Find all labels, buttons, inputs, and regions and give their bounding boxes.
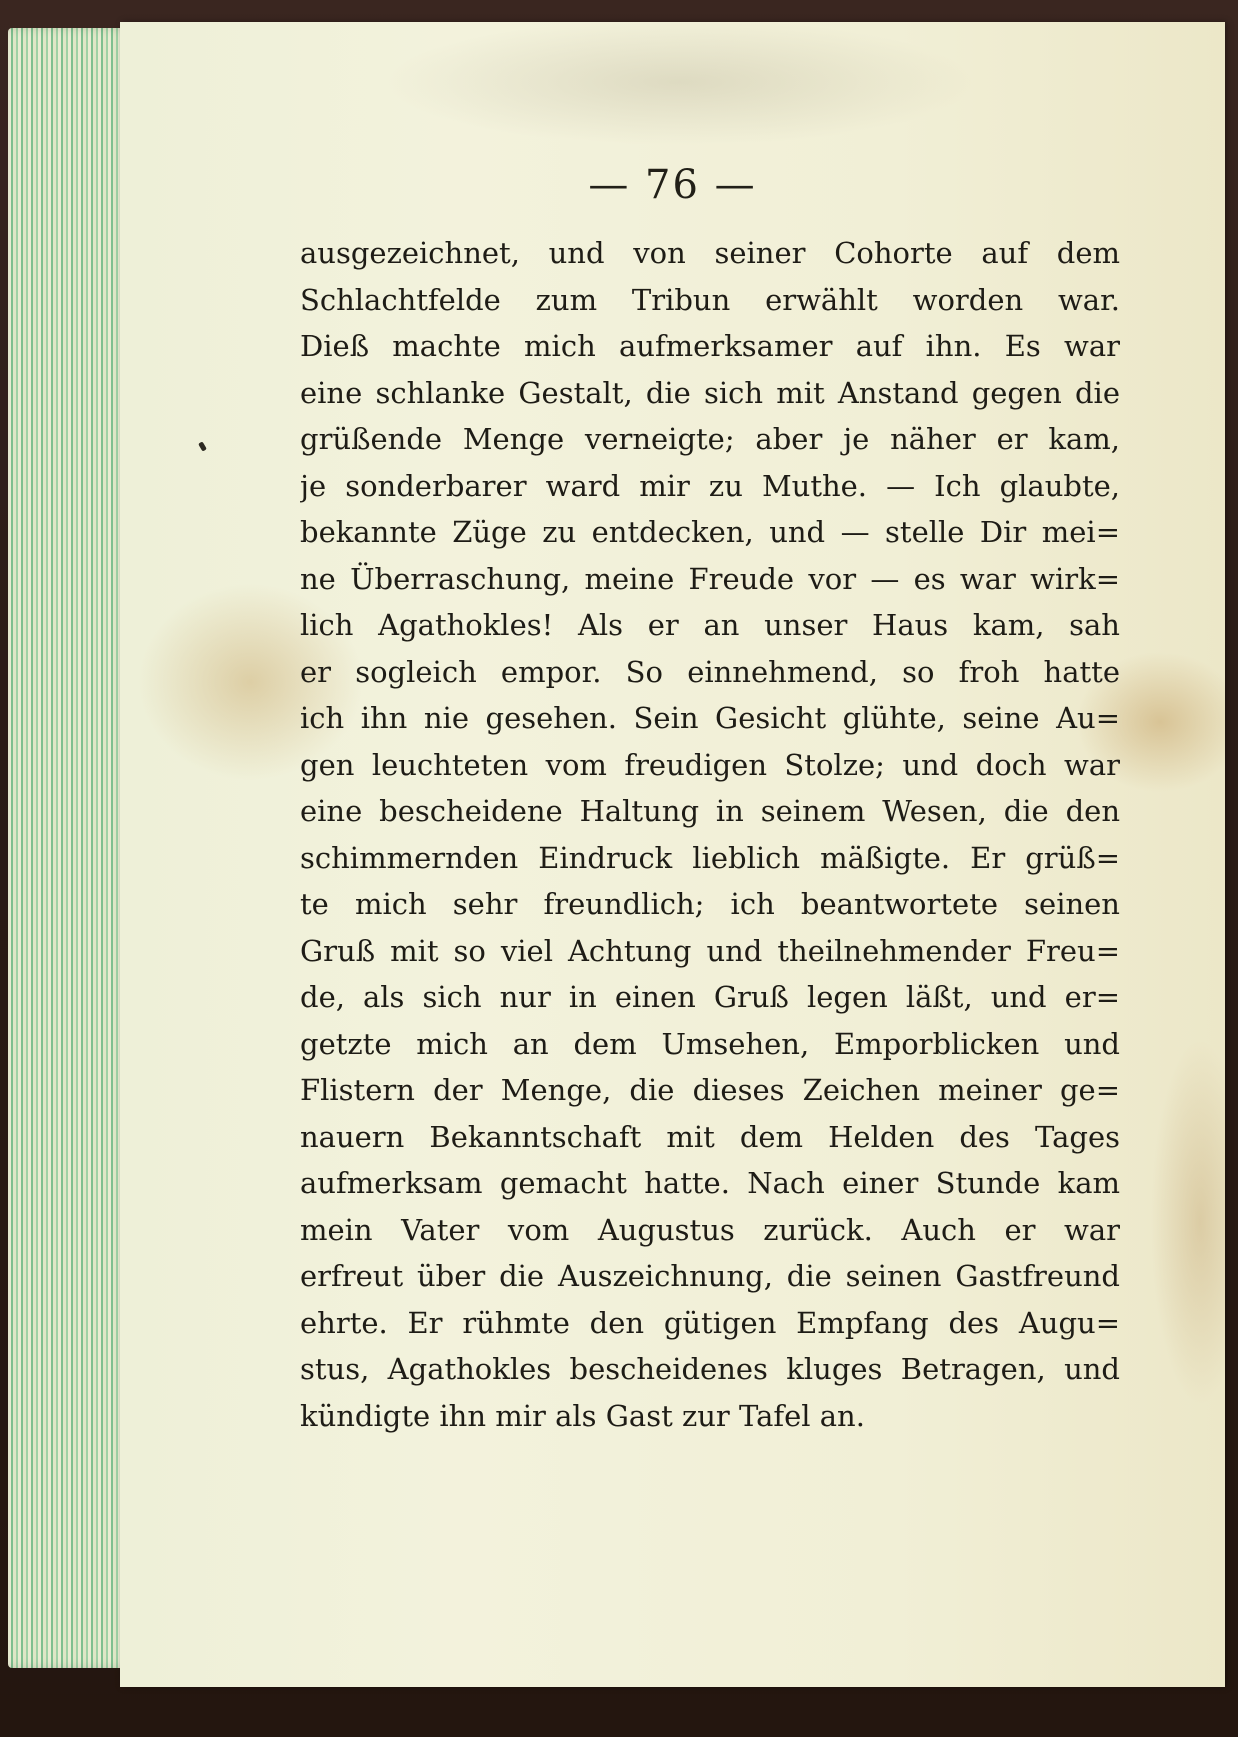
text-line: ne Überraschung, meine Freude vor — es war wirk= — [300, 561, 1120, 596]
text-line: ehrte. Er rühmte den gütigen Empfang des Augu= — [300, 1305, 1120, 1340]
text-line: eine schlanke Gestalt, die sich mit Anstand gegen die — [300, 375, 1120, 410]
text-line: getzte mich an dem Umsehen, Emporblicken und — [300, 1026, 1120, 1061]
text-line: mein Vater vom Augustus zurück. Auch er war — [300, 1212, 1120, 1247]
text-line: lich Agathokles! Als er an unser Haus kam, sah — [300, 608, 1120, 642]
text-line: Gruß mit so viel Achtung und theilnehmender Freu= — [300, 933, 1120, 968]
text-line: eine bescheidene Haltung in seinem Wesen, die den — [300, 794, 1120, 828]
text-line: kündigte ihn mir als Gast zur Tafel an. — [300, 1398, 865, 1433]
book-page — [120, 22, 1225, 1687]
text-line: Dieß machte mich aufmerksamer auf ihn. Es war — [300, 329, 1120, 363]
text-line: ausgezeichnet, und von seiner Cohorte auf dem — [300, 236, 1120, 270]
text-line: gen leuchteten vom freudigen Stolze; und doch war — [300, 747, 1120, 782]
text-line: aufmerksam gemacht hatte. Nach einer Stunde kam — [300, 1166, 1120, 1200]
text-line: je sonderbarer ward mir zu Muthe. — Ich glaubte, — [300, 468, 1120, 503]
page-number: — 76 — — [588, 162, 757, 208]
text-line: stus, Agathokles bescheidenes kluges Betragen, und — [300, 1352, 1120, 1386]
text-line: erfreut über die Auszeichnung, die seinen Gastfreund — [300, 1259, 1120, 1293]
text-line: de, als sich nur in einen Gruß legen läßt, und er= — [300, 980, 1120, 1014]
text-line: te mich sehr freundlich; ich beantwortete seinen — [300, 887, 1120, 921]
text-line: schimmernden Eindruck lieblich mäßigte. Er grüß= — [300, 840, 1120, 875]
text-line: er sogleich empor. So einnehmend, so froh hatte — [300, 654, 1120, 689]
text-line: bekannte Züge zu entdecken, und — stelle Dir mei= — [300, 515, 1120, 549]
text-line: nauern Bekanntschaft mit dem Helden des Tages — [300, 1119, 1120, 1154]
text-line: Schlachtfelde zum Tribun erwählt worden war. — [300, 282, 1120, 317]
ink-speck — [198, 441, 207, 451]
body-text — [300, 230, 1120, 1439]
text-line: grüßende Menge verneigte; aber je näher er kam, — [300, 422, 1120, 456]
text-line: ich ihn nie gesehen. Sein Gesicht glühte, seine Au= — [300, 701, 1120, 735]
text-line: Flistern der Menge, die dieses Zeichen meiner ge= — [300, 1073, 1120, 1107]
